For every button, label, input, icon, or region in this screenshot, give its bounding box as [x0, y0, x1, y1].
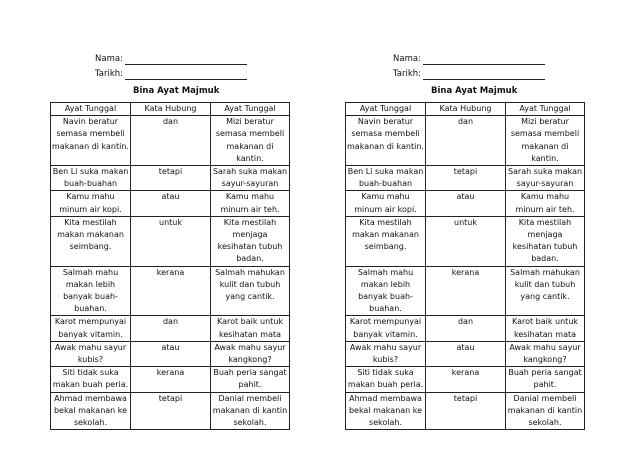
worksheet-title: Bina Ayat Majmuk [431, 86, 518, 96]
conjunction: tetapi [131, 392, 211, 430]
sentence-b: Kamu mahu minum air teh. [506, 191, 585, 216]
table-row [346, 116, 585, 166]
table-row [51, 116, 290, 166]
sentence-a: Siti tidak suka makan buah peria. [346, 367, 426, 392]
table-row [346, 341, 585, 366]
conjunction: tetapi [426, 392, 506, 430]
date-blank-line [423, 70, 545, 80]
conjunction: kerana [426, 367, 506, 392]
table-row [346, 216, 585, 266]
sentence-a: Kamu mahu minum air kopi. [346, 191, 426, 216]
header-ayat-tunggal-1: Ayat Tunggal [346, 103, 426, 116]
table-row [51, 216, 290, 266]
table-header-row [346, 103, 585, 116]
table-row [346, 191, 585, 216]
sentence-b: Sarah suka makan sayur-sayuran [211, 166, 290, 191]
conjunction: kerana [426, 266, 506, 316]
name-field [95, 54, 247, 65]
header-kata-hubung: Kata Hubung [426, 103, 506, 116]
conjunction: untuk [131, 216, 211, 266]
sentence-b: Karot baik untuk kesihatan mata [211, 316, 290, 341]
worksheet-title: Bina Ayat Majmuk [133, 86, 220, 96]
sentence-a: Salmah mahu makan lebih banyak buah-buahan. [346, 266, 426, 316]
table-header-row [51, 103, 290, 116]
sentence-b: Mizi beratur semasa membeli makanan di kantin. [211, 116, 290, 166]
sentence-a: Salmah mahu makan lebih banyak buah-buahan. [51, 266, 131, 316]
date-label: Tarikh: [95, 69, 124, 79]
table-row [51, 341, 290, 366]
conjunction: atau [426, 341, 506, 366]
sentence-b: Kita mestilah menjaga kesihatan tubuh badan. [506, 216, 585, 266]
sentence-a: Karot mempunyai banyak vitamin. [346, 316, 426, 341]
header-ayat-tunggal-1: Ayat Tunggal [51, 103, 131, 116]
table-row [346, 316, 585, 341]
sentence-a: Awak mahu sayur kubis? [346, 341, 426, 366]
sentence-a: Navin beratur semasa membeli makanan di kantin. [346, 116, 426, 166]
sentence-a: Kamu mahu minum air kopi. [51, 191, 131, 216]
sentence-b: Kita mestilah menjaga kesihatan tubuh badan. [211, 216, 290, 266]
name-field [393, 54, 545, 65]
sentence-a: Ben Li suka makan buah-buahan [51, 166, 131, 191]
conjunction: dan [426, 316, 506, 341]
header-ayat-tunggal-2: Ayat Tunggal [506, 103, 585, 116]
sentence-b: Sarah suka makan sayur-sayuran [506, 166, 585, 191]
conjunction: atau [426, 191, 506, 216]
sentence-b: Awak mahu sayur kangkong? [506, 341, 585, 366]
header-ayat-tunggal-2: Ayat Tunggal [211, 103, 290, 116]
conjunction: tetapi [426, 166, 506, 191]
sentence-b: Awak mahu sayur kangkong? [211, 341, 290, 366]
date-label: Tarikh: [393, 69, 422, 79]
table-row [51, 166, 290, 191]
conjunction: untuk [426, 216, 506, 266]
sentence-b: Buah peria sangat pahit. [506, 367, 585, 392]
worksheet-right [298, 0, 618, 453]
table-row [51, 191, 290, 216]
name-label: Nama: [393, 54, 421, 64]
name-blank-line [125, 55, 247, 65]
compound-sentence-table [50, 102, 290, 430]
sentence-b: Karot baik untuk kesihatan mata [506, 316, 585, 341]
sentence-a: Siti tidak suka makan buah peria. [51, 367, 131, 392]
table-row [51, 367, 290, 392]
table-row [346, 166, 585, 191]
sentence-a: Ahmad membawa bekal makanan ke sekolah. [51, 392, 131, 430]
sentence-b: Mizi beratur semasa membeli makanan di kantin. [506, 116, 585, 166]
sentence-b: Buah peria sangat pahit. [211, 367, 290, 392]
compound-sentence-table [345, 102, 585, 430]
sentence-a: Kita mestilah makan makanan seimbang. [51, 216, 131, 266]
table-row [51, 316, 290, 341]
date-blank-line [125, 70, 247, 80]
sentence-b: Salmah mahukan kulit dan tubuh yang cantik. [506, 266, 585, 316]
conjunction: atau [131, 191, 211, 216]
name-blank-line [423, 55, 545, 65]
sentence-a: Navin beratur semasa membeli makanan di kantin. [51, 116, 131, 166]
sentence-b: Danial membeli makanan di kantin sekolah. [506, 392, 585, 430]
conjunction: dan [426, 116, 506, 166]
date-field [95, 69, 247, 80]
conjunction: atau [131, 341, 211, 366]
conjunction: dan [131, 316, 211, 341]
sentence-b: Kamu mahu minum air teh. [211, 191, 290, 216]
name-label: Nama: [95, 54, 123, 64]
table-row [346, 266, 585, 316]
table-row [346, 367, 585, 392]
table-row [51, 266, 290, 316]
conjunction: kerana [131, 266, 211, 316]
header-kata-hubung: Kata Hubung [131, 103, 211, 116]
sentence-b: Danial membeli makanan di kantin sekolah. [211, 392, 290, 430]
sentence-a: Ahmad membawa bekal makanan ke sekolah. [346, 392, 426, 430]
table-row [51, 392, 290, 430]
conjunction: tetapi [131, 166, 211, 191]
conjunction: dan [131, 116, 211, 166]
sentence-a: Kita mestilah makan makanan seimbang. [346, 216, 426, 266]
date-field [393, 69, 545, 80]
sentence-a: Awak mahu sayur kubis? [51, 341, 131, 366]
sentence-b: Salmah mahukan kulit dan tubuh yang cantik. [211, 266, 290, 316]
sentence-a: Karot mempunyai banyak vitamin. [51, 316, 131, 341]
table-row [346, 392, 585, 430]
conjunction: kerana [131, 367, 211, 392]
sentence-a: Ben Li suka makan buah-buahan [346, 166, 426, 191]
